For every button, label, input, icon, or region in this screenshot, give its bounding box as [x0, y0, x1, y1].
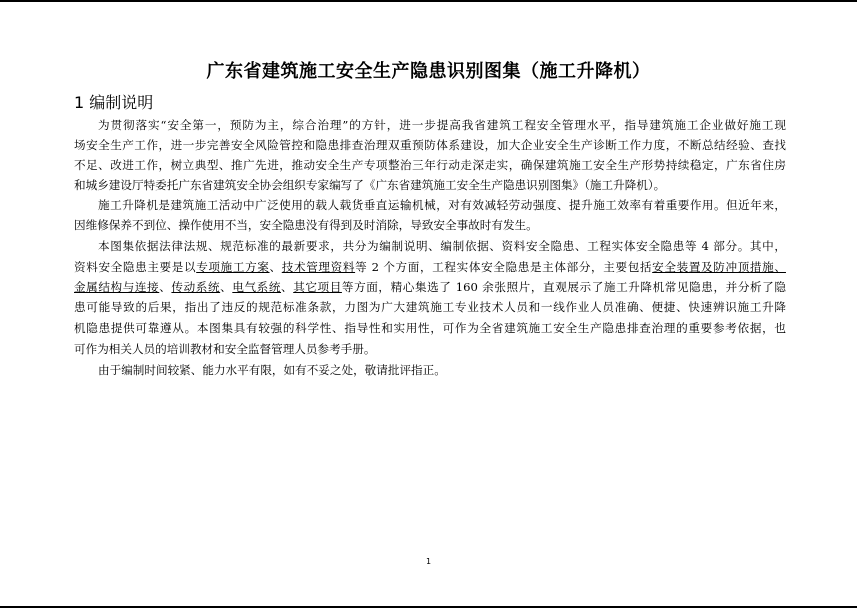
paragraph-2-line-1: 施工升降机是建筑施工活动中广泛使用的载人载货垂直运输机械，对有效减轻劳动强度、提升施工效率有着重要作用。但近年来， [98, 198, 786, 212]
page-top-border [0, 0, 857, 2]
section-heading: 1 编制说明 [74, 93, 154, 112]
underlined-term-safety-devices: 安全装置及防冲顶措施、 [652, 260, 786, 274]
page-number: 1 [425, 557, 432, 566]
underlined-term-special-plan: 专项施工方案 [196, 260, 270, 274]
text-segment: 、 [269, 260, 282, 274]
paragraph-4-line-1: 由于编制时间较紧、能力水平有限，如有不妥之处，敬请批评指正。 [98, 363, 446, 377]
underlined-term-electrical: 电气系统 [232, 280, 282, 294]
text-segment: 、 [281, 280, 294, 294]
underlined-term-other-items: 其它项目 [293, 280, 342, 294]
text-segment: 、 [220, 280, 233, 294]
paragraph-1-line-1: 为贯彻落实“安全第一，预防为主，综合治理”的方针，进一步提高我省建筑工程安全管理水平，指导建筑施工企业做好施工现 [98, 118, 786, 132]
paragraph-3-line-5: 机隐患提供可靠遵从。本图集具有较强的科学性、指导性和实用性，可作为全省建筑施工安全生产隐患排查治理的重要参考依据，也 [74, 321, 786, 335]
text-segment: 资料安全隐患主要是以 [74, 260, 197, 274]
document-title: 广东省建筑施工安全生产隐患识别图集（施工升降机） [206, 61, 651, 82]
paragraph-3-line-3 [74, 277, 786, 297]
paragraph-1-line-4: 和城乡建设厅特委托广东省建筑安全协会组织专家编写了《广东省建筑施工安全生产隐患识别图集》（施工升降机）。 [74, 178, 666, 192]
text-segment: 等方面，精心集选了 160 余张照片，直观展示了施工升降机常见隐患，并分析了隐 [341, 280, 786, 294]
paragraph-3-line-4: 患可能导致的后果，指出了违反的规范标准条款，力图为广大建筑施工专业技术人员和一线作业人员准确、便捷、快速辨识施工升降 [74, 300, 786, 314]
paragraph-3-line-6: 可作为相关人员的培训教材和安全监督管理人员参考手册。 [74, 342, 376, 356]
underlined-term-metal-structure: 金属结构与连接 [74, 280, 160, 294]
paragraph-3-line-1: 本图集依据法律法规、规范标准的最新要求，共分为编制说明、编制依据、资料安全隐患、工程实体安全隐患等 4 部分。其中， [98, 239, 786, 253]
paragraph-3-line-2 [74, 257, 786, 277]
paragraph-1-line-2: 场安全生产工作，进一步完善安全风险管控和隐患排查治理双重预防体系建设，加大企业安全生产诊断工作力度，不断总结经验、查找 [74, 138, 786, 152]
paragraph-2-line-2: 因维修保养不到位、操作使用不当，安全隐患没有得到及时消除，导致安全事故时有发生。 [74, 218, 538, 232]
text-segment: 等 2 个方面，工程实体安全隐患是主体部分，主要包括 [355, 260, 653, 274]
text-segment: 、 [159, 280, 172, 294]
underlined-term-technical-data: 技术管理资料 [281, 260, 356, 274]
underlined-term-transmission: 传动系统 [171, 280, 221, 294]
paragraph-1-line-3: 不足、改进工作，树立典型、推广先进，推动安全生产专项整治三年行动走深走实，确保建筑施工安全生产形势持续稳定，广东省住房 [74, 158, 786, 172]
